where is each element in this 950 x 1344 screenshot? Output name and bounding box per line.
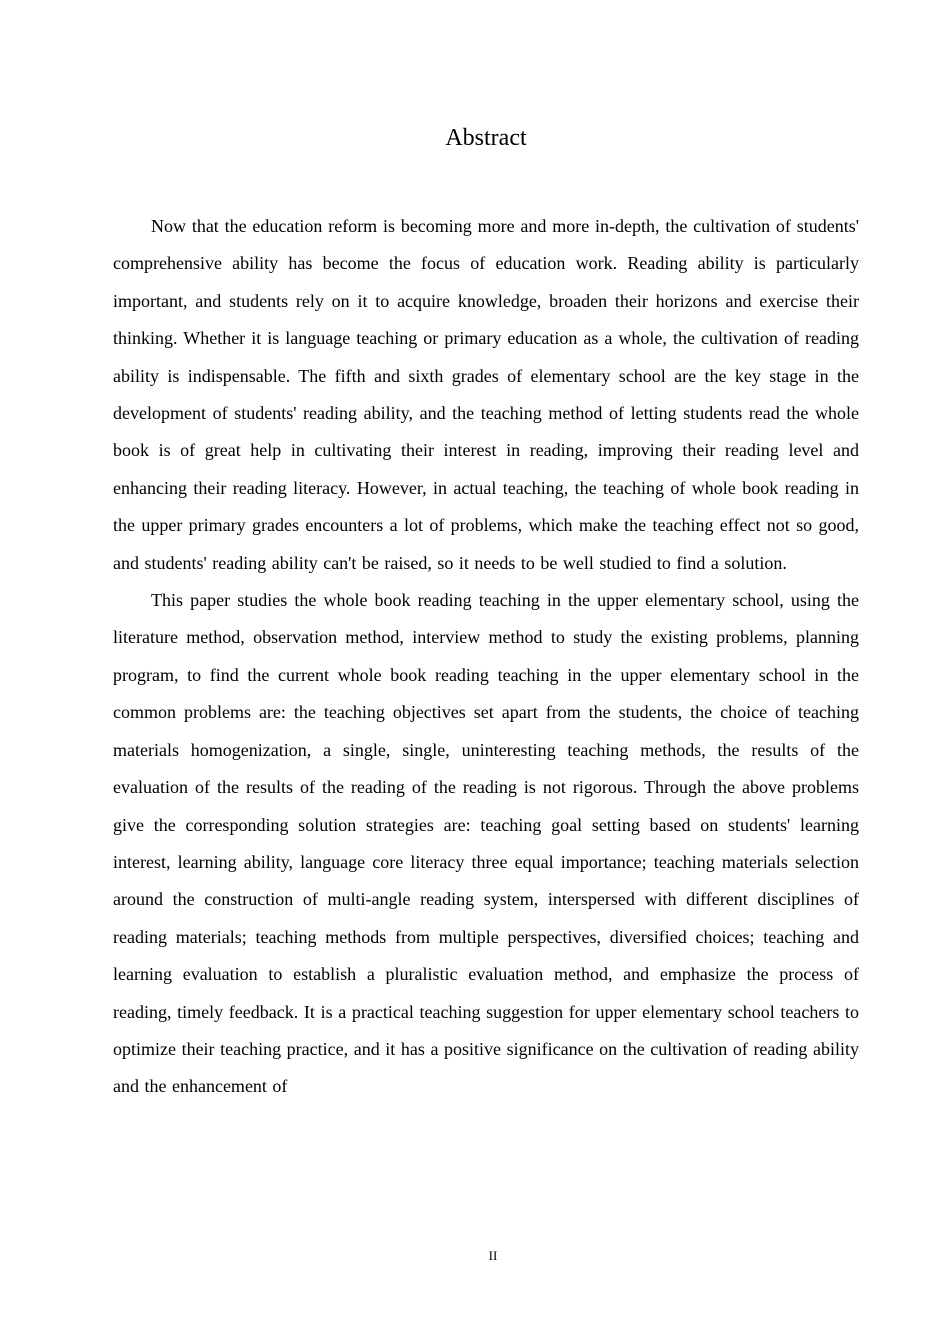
page-number: II	[488, 1248, 498, 1263]
abstract-body	[113, 208, 859, 1106]
abstract-paragraph-1: Now that the education reform is becoming more and more in-depth, the cultivation of students' comprehensive ability has become the focus of education work. Reading ability is particularly important, and students rely on it to acquire knowledge, broaden their horizons and exercise their thinking. Whether it is language teaching or primary education as a whole, the cultivation of reading ability is indispensable. The fifth and sixth grades of elementary school are the key stage in the development of students' reading ability, and the teaching method of letting students read the whole book is of great help in cultivating their interest in reading, improving their reading level and enhancing their reading literacy. However, in actual teaching, the teaching of whole book reading in the upper primary grades encounters a lot of problems, which make the teaching effect not so good, and students' reading ability can't be raised, so it needs to be well studied to find a solution.	[113, 216, 859, 573]
abstract-paragraph-2: This paper studies the whole book reading teaching in the upper elementary school, using the literature method, observation method, interview method to study the existing problems, planning program, to find the current whole book reading teaching in the upper elementary school in the common problems are: the teaching objectives set apart from the students, the choice of teaching materials homogenization, a single, single, uninteresting teaching methods, the results of the evaluation of the results of the reading of the reading is not rigorous. Through the above problems give the corresponding solution strategies are: teaching goal setting based on students' learning interest, learning ability, language core literacy three equal importance; teaching materials selection around the construction of multi-angle reading system, interspersed with different disciplines of reading materials; teaching methods from multiple perspectives, diversified choices; teaching and learning evaluation to establish a pluralistic evaluation method, and emphasize the process of reading, timely feedback. It is a practical teaching suggestion for upper elementary school teachers to optimize their teaching practice, and it has a positive significance on the cultivation of reading ability and the enhancement of	[113, 590, 859, 1097]
abstract-title: Abstract	[445, 125, 527, 151]
